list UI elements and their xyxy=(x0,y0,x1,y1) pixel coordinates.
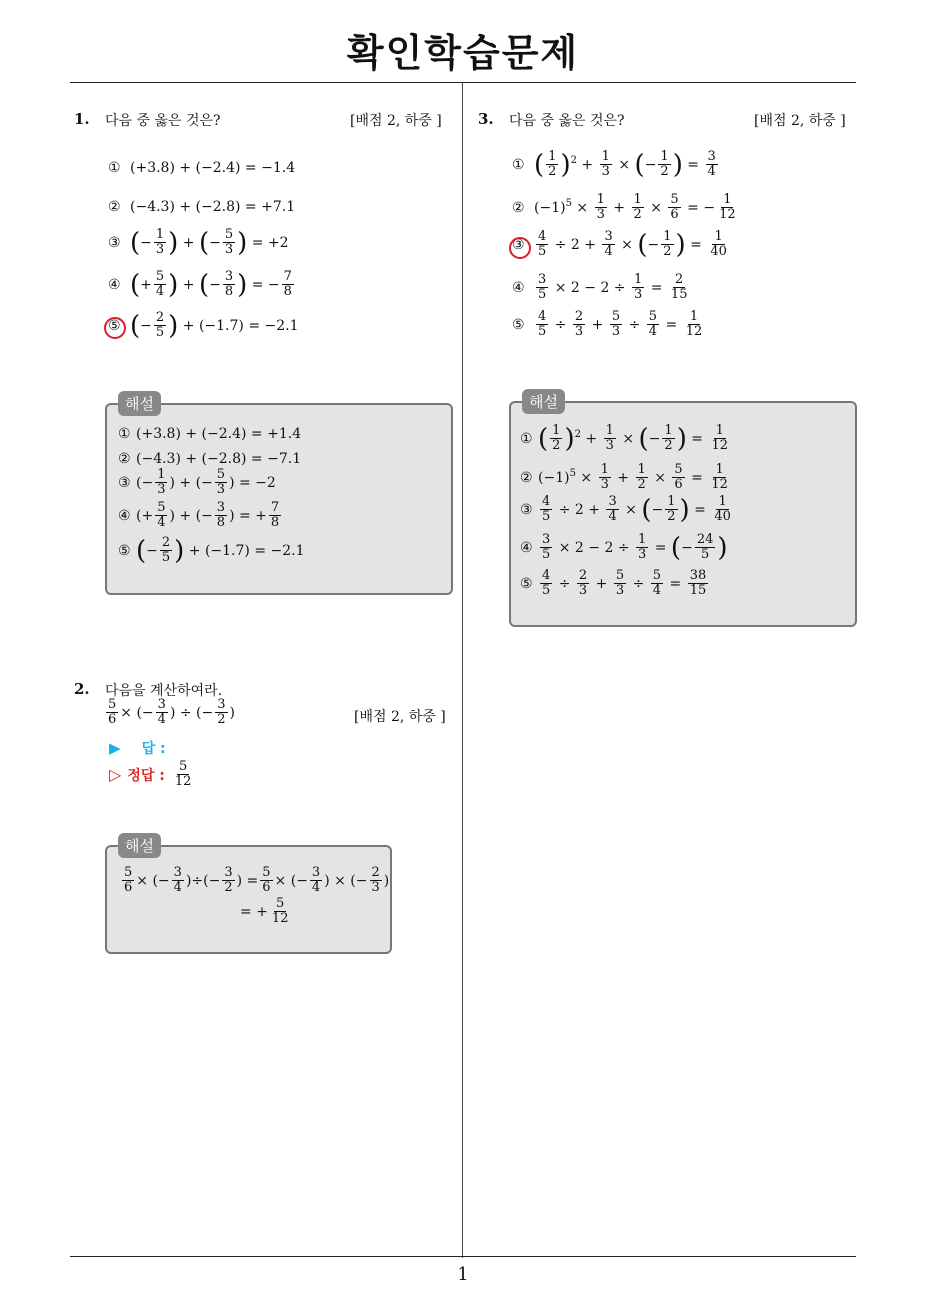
q1-explanation-tag: 해설 xyxy=(118,391,161,416)
q3-selected-mark xyxy=(509,237,531,259)
q3-expl-row-2-marker: ② xyxy=(520,469,533,486)
q3-expl-row-5-marker: ⑤ xyxy=(520,575,533,592)
q3-option-2[interactable] xyxy=(512,193,740,223)
q3-expl-row-4: ④ $\frac{3}{5}$ × 2 − 2 ÷ $\frac{1}{3}$ = (− $\frac{24}{5}$ ) xyxy=(520,532,728,563)
q1-option-5-expr: (− $\frac{2}{5}$ ) + (−1.7) = −2.1 xyxy=(130,310,299,341)
q2-number: 2. xyxy=(74,680,90,698)
q1-expl-row-1-marker: ① xyxy=(118,426,131,442)
header-rule xyxy=(70,82,856,83)
q3-option-4-marker: ④ xyxy=(512,279,525,296)
q1-option-3-marker: ③ xyxy=(108,234,121,251)
q1-option-3[interactable] xyxy=(108,228,289,258)
q1-expl-row-1: ① (+3.8) + (−2.4) = +1.4 xyxy=(118,426,302,442)
correct-answer-row xyxy=(109,760,195,790)
q1-expl-row-2-marker: ② xyxy=(118,451,131,467)
answer-row xyxy=(109,738,166,758)
q1-selected-mark xyxy=(104,317,126,339)
q1-option-2[interactable] xyxy=(108,199,295,215)
page-number: 1 xyxy=(457,1264,469,1285)
q1-option-5[interactable] xyxy=(108,311,299,341)
outline-arrow-icon: ▷ xyxy=(109,765,122,785)
q1-option-4[interactable] xyxy=(108,270,296,300)
q3-meta: [배점 2, 하중 ] xyxy=(754,113,846,129)
correct-answer-label: 정답 : xyxy=(127,767,165,784)
q1-option-2-expr: (−4.3) + (−2.8) = +7.1 xyxy=(130,199,296,215)
q1-expl-row-4: ④ (+ $\frac{5}{4}$ ) + (− $\frac{3}{8}$ ) = + $\frac{7}{8}$ xyxy=(118,500,280,531)
q3-option-1[interactable] xyxy=(512,150,720,180)
q3-option-5-marker: ⑤ xyxy=(512,316,525,333)
page-title: 확인학습문제 xyxy=(346,31,580,75)
q3-expl-row-2: ② $(-1)^5$ × $\frac{1}{3}$ + $\frac{1}{2}$ × $\frac{5}{6}$ = $\frac{1}{12}$ xyxy=(520,462,728,493)
column-divider xyxy=(462,83,463,1258)
q1-expl-row-3: ③ (− $\frac{1}{3}$ ) + (− $\frac{5}{3}$ ) = −2 xyxy=(118,467,276,498)
q1-option-1-expr: (+3.8) + (−2.4) = −1.4 xyxy=(130,160,296,176)
q2-prompt: 다음을 계산하여라. xyxy=(105,683,223,699)
q2-explanation-tag: 해설 xyxy=(118,833,161,858)
q3-expl-row-3-marker: ③ xyxy=(520,501,533,518)
q3-expl-row-4-marker: ④ xyxy=(520,539,533,556)
q2-expl-line-1: $\frac{5}{6}$ × (− $\frac{3}{4}$ )÷(− $\frac{3}{2}$ ) = $\frac{5}{6}$ × (− $\frac{3}{4}$ ) × (− $\frac{2}{3}$ ) xyxy=(124,865,390,896)
q2-meta: [배점 2, 하중 ] xyxy=(354,709,446,725)
q3-option-2-marker: ② xyxy=(512,199,525,216)
q2-expl-line-2: = + $\frac{5}{12}$ xyxy=(240,896,289,927)
q3-option-3-expr: $\frac{4}{5}$ ÷ 2 + $\frac{3}{4}$ × (− $\frac{1}{2}$ ) = $\frac{1}{40}$ xyxy=(538,229,727,260)
q3-expl-row-1: ① ( $\frac{1}{2}$ )$^2$ + $\frac{1}{3}$ × (− $\frac{1}{2}$ ) = $\frac{1}{12}$ xyxy=(520,423,729,454)
q3-option-1-marker: ① xyxy=(512,156,525,173)
q3-expl-row-1-marker: ① xyxy=(520,430,533,447)
q1-expl-row-5-marker: ⑤ xyxy=(118,542,131,559)
q3-expl-row-5: ⑤ $\frac{4}{5}$ ÷ $\frac{2}{3}$ + $\frac{5}{3}$ ÷ $\frac{5}{4}$ = $\frac{38}{15}$ xyxy=(520,568,707,599)
q3-expl-row-3: ③ $\frac{4}{5}$ ÷ 2 + $\frac{3}{4}$ × (− $\frac{1}{2}$ ) = $\frac{1}{40}$ xyxy=(520,494,731,525)
q1-option-2-marker: ② xyxy=(108,199,121,215)
q1-expl-row-2: ② (−4.3) + (−2.8) = −7.1 xyxy=(118,451,302,467)
q2-expression: $\frac{5}{6}$ × (− $\frac{3}{4}$ ) ÷ (− $\frac{3}{2}$ ) xyxy=(108,697,235,728)
q1-option-1-marker: ① xyxy=(108,160,121,176)
q3-number: 3. xyxy=(478,110,494,128)
q3-prompt: 다음 중 옳은 것은? xyxy=(509,113,625,129)
q1-option-5-marker: ⑤ xyxy=(108,317,121,334)
q3-option-1-expr: ( $\frac{1}{2}$ )$^2$ + $\frac{1}{3}$ × (− $\frac{1}{2}$ ) = $\frac{3}{4}$ xyxy=(534,149,716,180)
q1-expl-row-3-marker: ③ xyxy=(118,474,131,491)
footer-rule xyxy=(70,1256,856,1257)
q3-option-3[interactable] xyxy=(512,230,731,260)
q3-explanation-tag: 해설 xyxy=(522,389,565,414)
q1-option-1[interactable] xyxy=(108,160,295,176)
q1-option-4-expr: (+ $\frac{5}{4}$ ) + (− $\frac{3}{8}$ ) = − $\frac{7}{8}$ xyxy=(130,269,292,300)
q1-number: 1. xyxy=(74,110,90,128)
q1-option-3-expr: (− $\frac{1}{3}$ ) + (− $\frac{5}{3}$ ) = +2 xyxy=(130,227,289,258)
q3-option-3-marker: ③ xyxy=(512,236,525,253)
q3-option-4-expr: $\frac{3}{5}$ × 2 − 2 ÷ $\frac{1}{3}$ = $\frac{2}{15}$ xyxy=(538,272,688,303)
play-arrow-icon: ▶ xyxy=(109,739,121,757)
q3-option-5-expr: $\frac{4}{5}$ ÷ $\frac{2}{3}$ + $\frac{5}{3}$ ÷ $\frac{5}{4}$ = $\frac{1}{12}$ xyxy=(538,309,703,340)
q3-option-4[interactable] xyxy=(512,273,691,303)
answer-label: 답 : xyxy=(141,741,166,757)
q1-prompt: 다음 중 옳은 것은? xyxy=(105,113,221,129)
q3-option-5[interactable] xyxy=(512,310,706,340)
correct-answer-value: $\frac{5}{12}$ xyxy=(174,759,192,790)
q1-option-4-marker: ④ xyxy=(108,276,121,293)
q1-meta: [배점 2, 하중 ] xyxy=(350,113,442,129)
q1-expl-row-5: ⑤ (− $\frac{2}{5}$ ) + (−1.7) = −2.1 xyxy=(118,535,305,566)
q1-expl-row-4-marker: ④ xyxy=(118,507,131,524)
q3-option-2-expr: $(-1)^5$ × $\frac{1}{3}$ + $\frac{1}{2}$ × $\frac{5}{6}$ = − $\frac{1}{12}$ xyxy=(534,192,736,223)
